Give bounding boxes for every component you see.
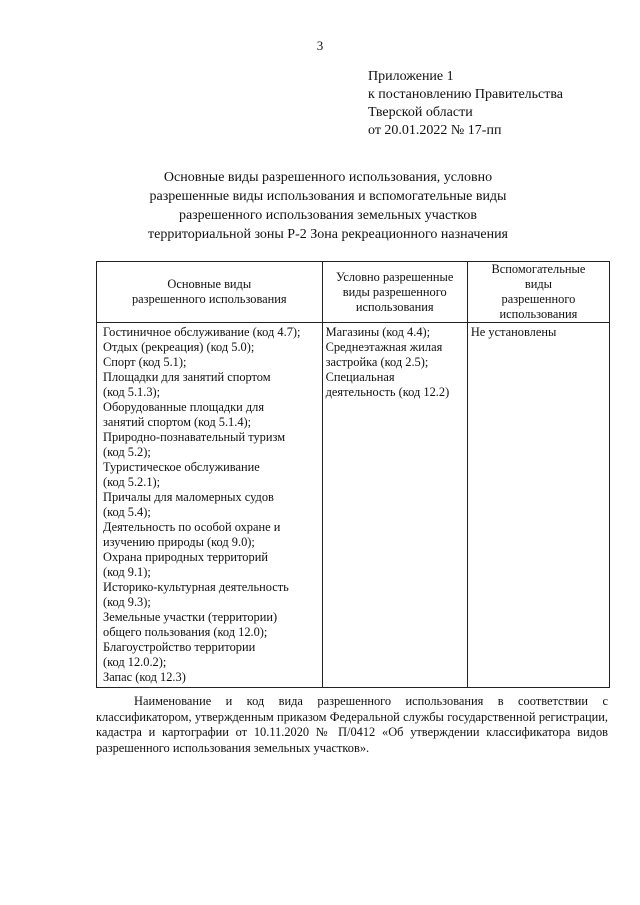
main-use-line: Деятельность по особой охране и	[103, 520, 281, 534]
main-use-line: общего пользования (код 12.0);	[103, 625, 268, 639]
table-row	[97, 323, 610, 688]
conditional-uses-cell	[322, 323, 467, 688]
header-line: разрешенного	[501, 292, 576, 306]
main-use-line: Отдых (рекреация) (код 5.0);	[103, 340, 255, 354]
header-line: Вспомогательные	[491, 262, 586, 276]
main-use-line: изучению природы (код 9.0);	[103, 535, 255, 549]
header-main-uses	[97, 262, 323, 323]
header-line: использования	[499, 307, 578, 321]
land-use-table	[96, 261, 610, 688]
table-header-row	[97, 262, 610, 323]
header-conditional-uses	[322, 262, 467, 323]
main-use-line: (код 5.4);	[103, 505, 151, 519]
conditional-use-line: Магазины (код 4.4);	[325, 325, 431, 339]
header-line: виды	[524, 277, 552, 291]
header-line: использования	[355, 299, 434, 314]
header-line: разрешенного использования	[131, 292, 287, 306]
main-use-line: (код 9.1);	[103, 565, 151, 579]
main-use-line: (код 5.2);	[103, 445, 151, 459]
auxiliary-uses-cell	[467, 323, 609, 688]
main-use-line: Историко-культурная деятельность	[103, 580, 289, 594]
document-title	[100, 168, 556, 244]
conditional-use-line: Специальная	[325, 370, 395, 384]
main-use-line: Оборудованные площадки для	[103, 400, 265, 414]
header-line: Основные виды	[167, 277, 252, 291]
main-uses-cell	[97, 323, 323, 688]
main-use-line: Природно-познавательный туризм	[103, 430, 286, 444]
auxiliary-use-line: Не установлены	[470, 325, 557, 339]
main-use-line: (код 5.2.1);	[103, 475, 161, 489]
main-use-line: Земельные участки (территории)	[103, 610, 278, 624]
main-use-line: (код 9.3);	[103, 595, 151, 609]
main-use-line: Спорт (код 5.1);	[103, 355, 187, 369]
header-line: Условно разрешенные	[336, 269, 454, 284]
main-use-line: Гостиничное обслуживание (код 4.7);	[103, 325, 301, 339]
main-use-line: Туристическое обслуживание	[103, 460, 260, 474]
main-use-line: Причалы для маломерных судов	[103, 490, 274, 504]
appendix-line: к постановлению Правительства	[368, 87, 564, 102]
main-use-line: Запас (код 12.3)	[103, 670, 186, 684]
title-line: разрешенные виды использования и вспомогательные виды	[149, 189, 507, 204]
main-use-line: Площадки для занятий спортом	[103, 370, 271, 384]
title-line: Основные виды разрешенного использования, условно	[163, 170, 493, 185]
appendix-line: Приложение 1	[368, 69, 454, 84]
appendix-line: Тверской области	[368, 105, 473, 120]
title-line: разрешенного использования земельных участков	[178, 208, 478, 223]
title-line: территориальной зоны Р-2 Зона рекреационного назначения	[148, 227, 508, 242]
appendix-header	[368, 68, 563, 140]
conditional-use-line: Среднеэтажная жилая	[325, 340, 443, 354]
appendix-line: от 20.01.2022 № 17-пп	[368, 123, 502, 138]
conditional-use-line: деятельность (код 12.2)	[325, 385, 450, 399]
main-use-line: (код 12.0.2);	[103, 655, 167, 669]
conditional-use-line: застройка (код 2.5);	[325, 355, 429, 369]
page-number: 3	[316, 38, 324, 53]
main-use-line: Благоустройство территории	[103, 640, 256, 654]
main-use-line: Охрана природных территорий	[103, 550, 268, 564]
main-use-line: (код 5.1.3);	[103, 385, 161, 399]
header-auxiliary-uses	[467, 262, 609, 323]
header-line: виды разрешенного	[342, 284, 447, 299]
main-use-line: занятий спортом (код 5.1.4);	[103, 415, 252, 429]
footnote-paragraph: Наименование и код вида разрешенного использования в соответствии с классификатором, утвержденным приказом Федеральной службы государственной регистрации, кадастра и картографии от 10.11.2020 № П/0412 «Об утверждении классификатора видов разрешенного использования земельных участков».	[96, 694, 608, 755]
